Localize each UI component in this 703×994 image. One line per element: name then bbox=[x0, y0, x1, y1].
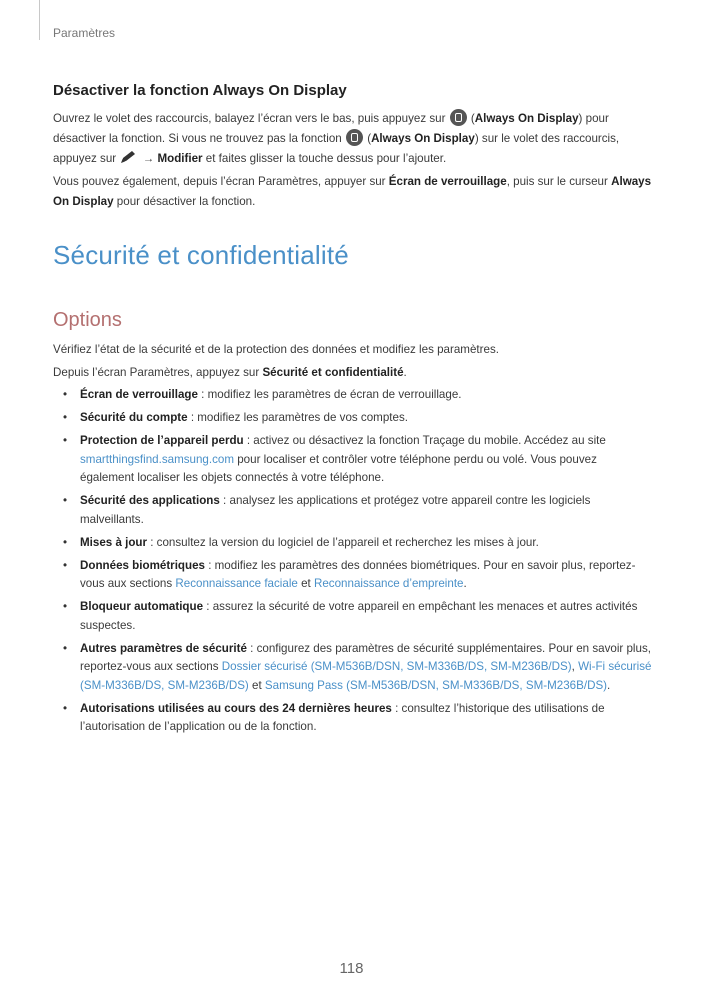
item-text: . bbox=[463, 577, 467, 590]
smartthings-link[interactable]: smartthingsfind.samsung.com bbox=[80, 452, 235, 466]
fingerprint-link[interactable]: Reconnaissance d’empreinte bbox=[313, 577, 464, 590]
item-text: : analysez les applications et protégez votre appareil contre les logiciels malveillants. bbox=[80, 494, 591, 526]
aod-title: Désactiver la fonction Always On Display bbox=[53, 82, 347, 99]
text: Vous pouvez également, depuis l’écran Paramètres, appuyer sur bbox=[53, 175, 386, 188]
list-item bbox=[53, 640, 653, 696]
item-text: : activez ou désactivez la fonction Traçage du mobile. Accédez au site bbox=[243, 434, 606, 447]
list-item bbox=[53, 492, 653, 529]
always-on-display-label: Always On Display bbox=[474, 112, 579, 125]
always-on-display-icon bbox=[346, 129, 363, 146]
list-item bbox=[53, 534, 653, 553]
text: ( bbox=[367, 132, 372, 145]
item-text: : modifiez les paramètres des données biométriques. Pour en savoir plus, reportez-vous aux sections bbox=[80, 558, 636, 590]
arrow: → bbox=[142, 152, 155, 165]
item-text: , bbox=[571, 660, 579, 673]
list-item bbox=[53, 386, 653, 405]
text: et faites glisser la touche dessus pour l’ajouter. bbox=[205, 152, 447, 165]
item-text: : assurez la sécurité de votre appareil en empêchant les menaces et autres activités suspectes. bbox=[80, 600, 638, 632]
always-on-display-label: Always On Display bbox=[53, 175, 652, 208]
item-term: Sécurité des applications bbox=[80, 494, 220, 507]
item-text: . bbox=[607, 678, 611, 692]
item-term: Mises à jour bbox=[80, 535, 148, 549]
chapter-title: Sécurité et confidentialité bbox=[53, 240, 349, 270]
text: , puis sur le curseur bbox=[506, 175, 608, 188]
list-item bbox=[53, 598, 653, 635]
item-text: et bbox=[248, 678, 265, 692]
aod-paragraph-1 bbox=[53, 109, 653, 169]
item-term: Autres paramètres de sécurité bbox=[80, 641, 247, 655]
aod-paragraph-2 bbox=[53, 172, 653, 212]
item-term: Données biométriques bbox=[80, 558, 205, 572]
item-term: Autorisations utilisées au cours des 24 dernières heures bbox=[80, 701, 392, 715]
item-text: : modifiez les paramètres de écran de verrouillage. bbox=[197, 388, 462, 401]
security-privacy-label: Sécurité et confidentialité bbox=[262, 366, 404, 379]
list-item bbox=[53, 557, 653, 594]
header-section: Paramètres bbox=[53, 26, 116, 40]
lock-screen-label: Écran de verrouillage bbox=[388, 175, 507, 188]
list-item bbox=[53, 409, 653, 428]
options-intro-1: Vérifiez l’état de la sécurité et de la protection des données et modifiez les paramètres. bbox=[53, 343, 499, 356]
margin-line bbox=[39, 0, 40, 40]
text: Depuis l’écran Paramètres, appuyez sur bbox=[53, 366, 260, 379]
item-text: : consultez l’historique des utilisations de l’autorisation de l’application ou de la fonction. bbox=[80, 701, 605, 733]
page-content bbox=[53, 82, 653, 741]
text: . bbox=[403, 366, 407, 379]
item-text: : configurez des paramètres de sécurité supplémentaires. Pour en savoir plus, reportez-vous aux sections bbox=[80, 641, 651, 673]
item-text: pour localiser et contrôler votre téléphone perdu ou volé. Vous pouvez également localiser les objets connectés à votre téléphone. bbox=[80, 452, 597, 484]
item-text: : consultez la version du logiciel de l’appareil et recherchez les mises à jour. bbox=[147, 535, 539, 549]
item-text: et bbox=[297, 577, 314, 590]
text: ) sur le volet des raccourcis, appuyez sur bbox=[53, 132, 620, 165]
page-number: 118 bbox=[339, 960, 364, 977]
always-on-display-icon bbox=[450, 109, 467, 126]
pencil-icon bbox=[119, 150, 139, 164]
options-list bbox=[53, 386, 653, 737]
item-term: Protection de l’appareil perdu bbox=[80, 434, 244, 447]
options-title: Options bbox=[53, 309, 122, 331]
face-recognition-link[interactable]: Reconnaissance faciale bbox=[175, 577, 298, 590]
item-term: Sécurité du compte bbox=[80, 411, 188, 424]
item-text: : modifiez les paramètres de vos comptes. bbox=[187, 411, 408, 424]
secure-wifi-link[interactable]: Wi-Fi sécurisé (SM-M336B/DS, SM-M236B/DS) bbox=[80, 660, 652, 692]
always-on-display-label: Always On Display bbox=[371, 132, 475, 145]
text: ) pour désactiver la fonction. Si vous ne trouvez pas la fonction bbox=[53, 112, 609, 145]
list-item bbox=[53, 432, 653, 488]
text: Ouvrez le volet des raccourcis, balayez l’écran vers le bas, puis appuyez sur bbox=[53, 112, 446, 125]
text: ( bbox=[470, 112, 475, 125]
list-item bbox=[53, 700, 653, 737]
text: pour désactiver la fonction. bbox=[116, 195, 256, 208]
secure-folder-link[interactable]: Dossier sécurisé (SM-M536B/DSN, SM-M336B/DS, SM-M236B/DS) bbox=[221, 660, 572, 673]
modifier-label: Modifier bbox=[157, 152, 203, 165]
samsung-pass-link[interactable]: Samsung Pass (SM-M536B/DSN, SM-M336B/DS, SM-M236B/DS) bbox=[264, 678, 608, 692]
item-term: Bloqueur automatique bbox=[80, 600, 204, 613]
item-term: Écran de verrouillage bbox=[80, 388, 198, 401]
options-intro-2 bbox=[53, 363, 653, 383]
